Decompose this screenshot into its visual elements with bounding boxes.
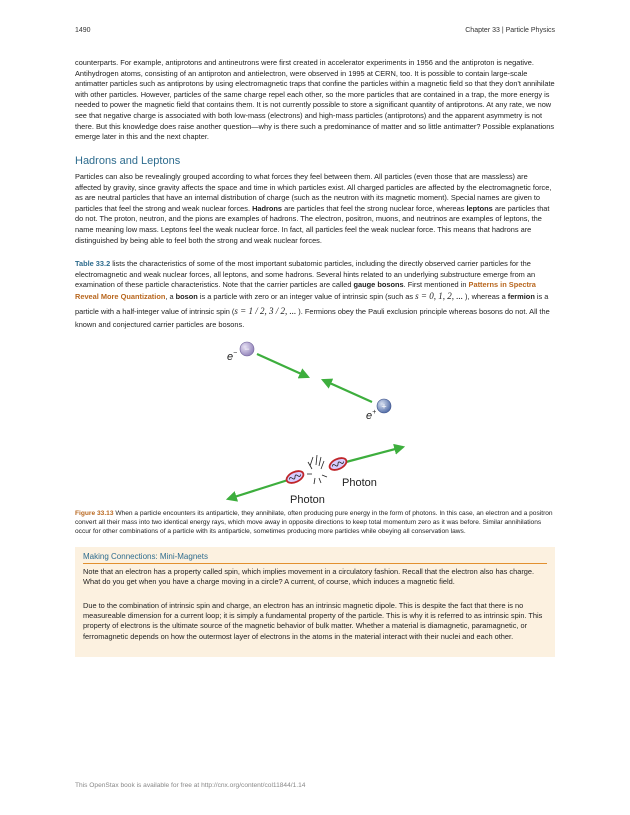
paragraph-text: ), whereas a [462,291,508,301]
positron-arrow [323,380,372,402]
electron-arrow [257,354,308,377]
hadrons-leptons-paragraph [75,172,555,246]
paragraph-text: is a particle with zero or an integer value of intrinsic spin (such as [197,291,416,301]
term-fermion: fermion [507,291,535,301]
paragraph-text: lists the characteristics of some of the most important subatomic particles, including the directly observed carrier particles for the electromagnetic and weak nuclear forces, all leptons, and some hadrons. Several hints related to an underlying substructure emerge from an examination of these particle characteristics. Note that the carrier particles are called [75,259,536,290]
photon-icon-lower [285,469,306,486]
math-half-spin: s = 1 / 2, 3 / 2, ... [234,306,297,317]
photon-icon-upper [328,456,349,473]
box-paragraph-2: Due to the combination of intrinsic spin and charge, an electron has an intrinsic magnetic dipole. This is despite the fact that there is no measureable dimension for a current loop; it is simply a fundamental property of the particle. This is why it is referred to as intrinsic spin. This property of electrons is the ultimate source of the magnetic behavior of bulk matter. Whether a material is diamagnetic, paramagnetic, or ferromagnetic depends on how the outermost layer of electrons in the atoms in the material interact with their nuclei and each other. [83,601,543,641]
photon-burst-icon [307,455,327,484]
photon-arrow-lower [228,480,288,499]
chapter-header: Chapter 33 | Particle Physics [465,27,555,34]
paragraph-text: Particles can also be revealingly grouped according to what forces they feel between them. All particles (even those that are massless) are affected by gravity, since gravity affects the space and time in which particles exist. All charged particles are affected by the electromagnetic force, as are neutral particles that have an internal distribution of charge (such as the neutron with its magnetic moment). Special names are given to particles that feel the strong and weak nuclear forces. [75,172,552,213]
paragraph-text: . First mentioned in [403,280,469,290]
paragraph-text: is a particle with a half-integer value of intrinsic spin ( [75,291,549,317]
paragraph-text: are particles that do not. The proton, neutron, and the pions are examples of hadrons. The electron, positron, muons, and neutrinos are examples of leptons, the name meaning low mass. Leptons feel the weak nuclear force. In fact, all particles feel the weak nuclear force. This means that hadrons are distinguished by being able to feel both the strong and weak nuclear forces. [75,203,550,245]
page-number: 1490 [75,27,91,34]
photon-arrow-upper [346,447,403,462]
making-connections-box [75,547,555,657]
term-gauge-bosons: gauge bosons [353,280,404,290]
footer-note: This OpenStax book is available for free at http://cnx.org/content/col11844/1.14 [75,782,306,789]
patterns-link[interactable]: Patterns in Spectra Reveal More Quantization [75,280,536,301]
box-title: Making Connections: Mini-Magnets [83,552,208,561]
paragraph-text: , a [165,291,176,301]
term-boson: boson [175,291,198,301]
electron-label: e− [227,350,238,363]
table-link[interactable]: Table 33.2 [75,259,111,268]
paragraph-text: are particles that feel the strong nuclear force, whereas [282,203,467,213]
photon-label-upper: Photon [342,477,377,489]
paragraph-text: ). Fermions obey the Pauli exclusion principle whereas bosons do not. All the known and conjectured carrier particles are bosons. [75,307,550,330]
bosons-fermions-paragraph [75,259,555,331]
intro-paragraph: counterparts. For example, antiprotons and antineutrons were first created in accelerator experiments in 1956 and the antiproton is negative. Antihydrogen atoms, consisting of an antiproton and antielectron, were observed in 1995 at CERN, too. It is possible to contain large-scale antimatter particles such as antiprotons by using electromagnetic traps that confine the particles within a magnetic field so that they don't annihilate with other particles. However, particles of the same charge repel each other, so the more particles that are contained in a trap, the more energy is needed to power the magnetic field that contains them. It is not currently possible to store a significant quantity of antiprotons. At any rate, we now see that negative charge is associated with both low-mass (electrons) and high-mass particles (antiprotons) and the apparent asymmetry is not there. But this knowledge does raise another question—why is there such a predominance of matter and so little antimatter? Possible explanations emerge later in this and the next chapter. [75,58,555,142]
figure-caption [75,509,557,536]
positron-charge: + [381,401,387,412]
positron-label: e+ [366,409,377,422]
figure-label: Figure 33.13 [75,510,114,517]
caption-text: When a particle encounters its antiparticle, they annihilate, often producing pure energy in the form of photons. In this case, an electron and a positron convert all their mass into two identical energy rays, which move away in opposite directions to keep total momentum zero as it was before. Similar annihilations occur for other combinations of a particle with its antiparticle, sometimes producing more particles while obeying all conservation laws. [75,510,553,535]
box-divider [83,563,547,564]
term-hadrons: Hadrons [252,203,283,213]
section-title: Hadrons and Leptons [75,155,181,167]
box-paragraph-1: Note that an electron has a property called spin, which implies movement in a circulatory fashion. Recall that the electron also has charge. What do you get when you have a charge moving in a circle? A current, of course, which induces a magnetic field. [83,567,535,587]
electron-charge: − [244,344,250,354]
annihilation-figure [215,340,415,510]
math-integer-spin: s = 0, 1, 2, ... [415,290,463,301]
photon-label-lower: Photon [290,494,325,506]
term-leptons: leptons [466,203,493,213]
